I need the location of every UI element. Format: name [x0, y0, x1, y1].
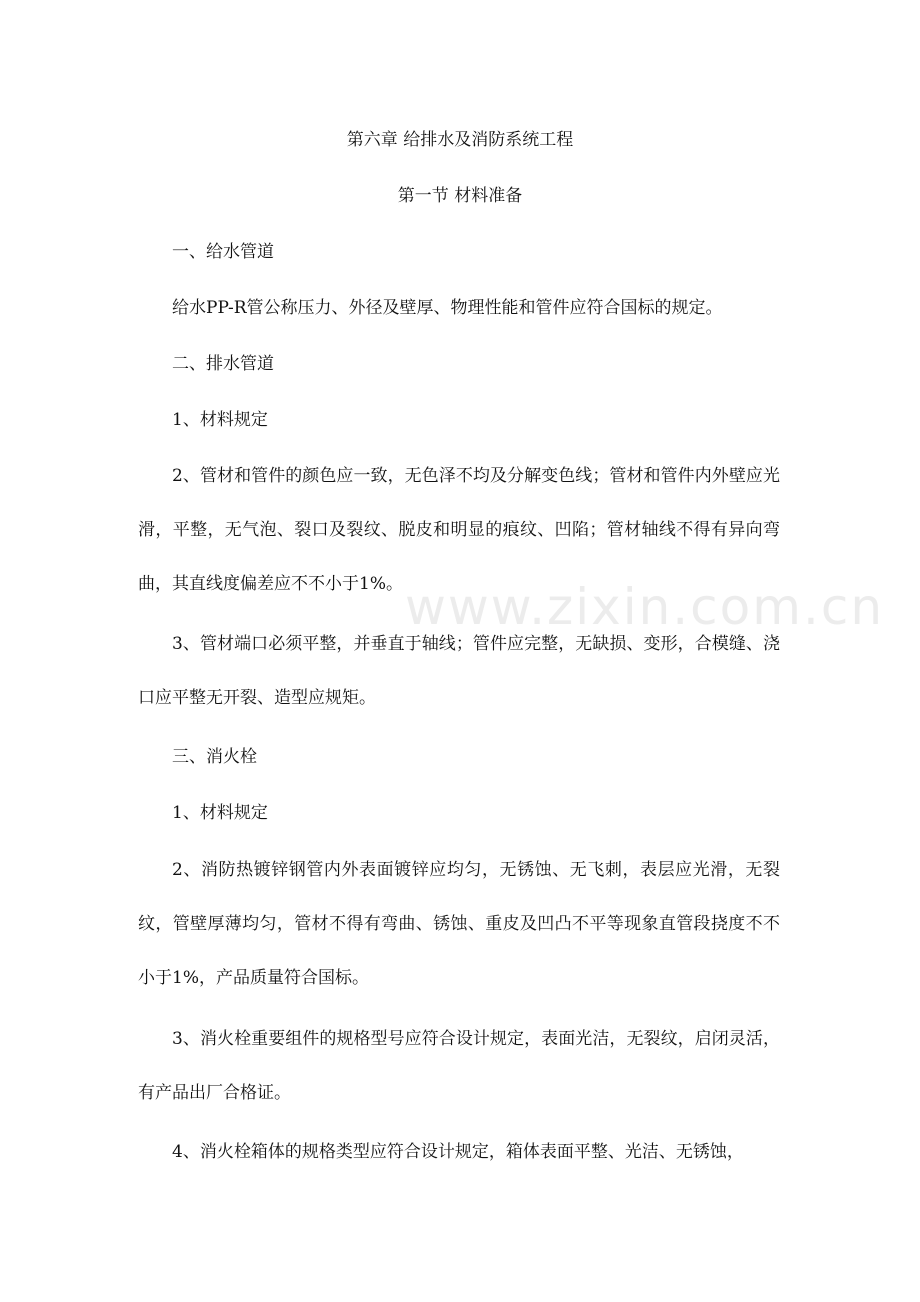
subsection-heading-drainage: 二、排水管道 — [172, 354, 274, 374]
paragraph-material-rules-1: 1、材料规定 — [172, 410, 268, 430]
paragraph-hydrant-item-2: 2、消防热镀锌钢管内外表面镀锌应均匀，无锈蚀、无飞刺，表层应光滑，无裂纹，管壁厚薄均匀，管材不得有弯曲、锈蚀、重皮及凹凸不平等现象直管段挠度不不小于1%，产品质量符合国标。 — [138, 860, 780, 988]
subsection-heading-water-supply: 一、给水管道 — [172, 242, 274, 262]
watermark: www.zixin.com.cn — [405, 578, 885, 636]
paragraph-hydrant-item-4: 4、消火栓箱体的规格类型应符合设计规定，箱体表面平整、光洁、无锈蚀， — [172, 1142, 744, 1162]
paragraph-material-rules-2: 1、材料规定 — [172, 803, 268, 823]
paragraph-water-supply-pipe: 给水PP-R管公称压力、外径及壁厚、物理性能和管件应符合国标的规定。 — [172, 298, 723, 318]
section-title: 第一节 材料准备 — [397, 186, 523, 206]
chapter-title: 第六章 给排水及消防系统工程 — [346, 130, 574, 150]
paragraph-hydrant-item-3: 3、消火栓重要组件的规格型号应符合设计规定，表面光洁，无裂纹，启闭灵活，有产品出厂合格证。 — [138, 1029, 780, 1103]
paragraph-drainage-item-3: 3、管材端口必须平整，并垂直于轴线；管件应完整，无缺损、变形，合模缝、浇口应平整无开裂、造型应规矩。 — [138, 634, 780, 708]
paragraph-drainage-item-2: 2、管材和管件的颜色应一致，无色泽不均及分解变色线；管材和管件内外壁应光滑，平整，无气泡、裂口及裂纹、脱皮和明显的痕纹、凹陷；管材轴线不得有异向弯曲，其直线度偏差应不不小于1%。 — [138, 466, 780, 594]
subsection-heading-hydrant: 三、消火栓 — [172, 747, 257, 767]
